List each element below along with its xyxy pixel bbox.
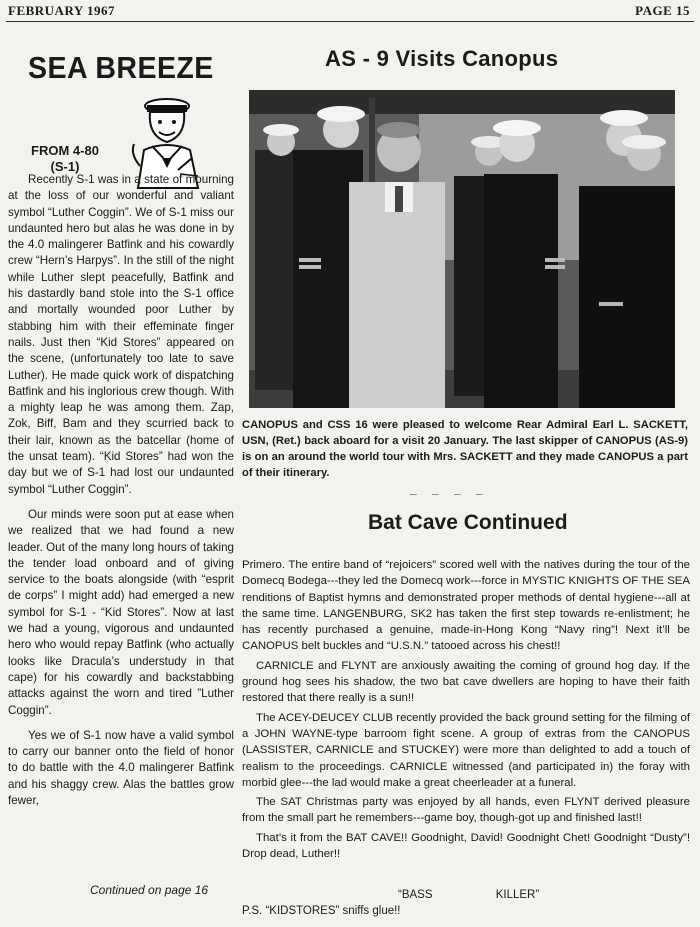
article-paragraph: The SAT Christmas party was enjoyed by all hands, even FLYNT derived pleasure from the small part he remembers---game boy, though-got up and finished last!!: [242, 796, 690, 825]
postscript: P.S. “KIDSTORES” sniffs glue!!: [242, 905, 401, 917]
article-paragraph: That’s it from the BAT CAVE!! Goodnight, David! Goodnight Chet! Goodnight “Dusty”! Drop dead, Luther!!: [242, 831, 690, 861]
article-paragraph: Yes we of S-1 now have a valid symbol to carry our banner onto the field of honor to do battle with the 4.0 malingerer Batfink and his shaggy crew. Alas the battles grow fewer,: [8, 728, 234, 807]
from-line: FROM 4-80: [31, 143, 99, 158]
sea-breeze-article: [8, 172, 234, 818]
as9-headline: AS - 9 Visits Canopus: [325, 46, 559, 71]
bass-killer-signature: “BASS KILLER”: [398, 889, 540, 901]
from-label: [20, 143, 110, 175]
article-paragraph: Primero. The entire band of “rejoicers” scored well with the natives during the tour of the Domecq Bodega---they led the Domecq work---force in MYSTIC KNIGHTS OF THE SEA renditions of Baptist hymns and demonstrated proper methods of dental hygiene---all at the same time. LANGENBURG, SK2 has taken the first step towards re-enlistment; he has recently purchased a genuine, made-in-Hong Kong “Navy ring”! Next it’ll be CANOPUS belt buckles and “U.S.N.” tatooed across his chest!!: [242, 559, 690, 653]
article-paragraph: Recently S-1 was in a state of mourning at the loss of our wonderful and valiant symbol “Luther Coggin”. We of S-1 miss our undaunted hero but alas he was done in by the 4.0 malingerer Batfink and his cowardly crew “Hern’s Harpys”. In the still of the night while Luther slept peacefully, Batfink and his dastardly band stole into the S-1 office and mortally wounded poor Luther by stabbing him with their effeminate finger nails. Just then “Kid Stores” appeared on the scene, (unfortunately too late to save Luther). He made quick work of dispatching Batfink and his inglorious crew though. With a mighty leap he was among them. Zap, Zok, Biff, Bam and they scurried back to their lair, known as the batcellar (home of the unsat team). “Kid Stores” had won the day but we of S-1 had lost our undaunted symbol “Luther Coggin”.: [8, 173, 234, 496]
header-rule: [6, 21, 694, 22]
admiral-visit-photo: [249, 90, 675, 408]
page-date: FEBRUARY 1967: [8, 3, 116, 18]
article-paragraph: CARNICLE and FLYNT are anxiously awaiting the coming of ground hog day. If the ground hog sees his shadow, the two bat cave dwellers are hoping to have their faith restored that there really is a sun!!: [242, 659, 690, 705]
from-line: (S-1): [50, 159, 80, 174]
article-paragraph: The ACEY-DEUCEY CLUB recently provided the back ground setting for the filming of a JOHN WAYNE-type barroom fight scene. A group of extras from the CANOPUS (LASSISTER, CARNICLE and STUCKEY) were more than delighted to add a touch of realism to the proceedings. CARNICLE witnessed (and participated in) the foray with morbid glee---the lad would make a great cheerleader at a funeral.: [242, 711, 690, 789]
photo-caption: CANOPUS and CSS 16 were pleased to welcome Rear Admiral Earl L. SACKETT, USN, (Ret.) back aboard for a visit 20 January. The last skipper of CANOPUS (AS-9) is on an around the world tour with Mrs. SACKETT and they made CANOPUS a part of their itinerary.: [242, 419, 688, 479]
section-separator: _ _ _ _: [410, 482, 489, 496]
bat-cave-headline: Bat Cave Continued: [368, 511, 568, 534]
article-paragraph: Our minds were soon put at ease when we realized that we had found a new leader. Out of the many long hours of taking the tender load onboard and of giving service to the boats alongside (with “esprit de corps” I might add) had emerged a new symbol for S-1 - “Kid Stores”. Now at last we had a young, vigorous and undaunted hero who would repay Batfink (who actually looks like Dracula’s understudy in that cape) for his cowardly and backstabbing attacks against the worn and tired ”Luther Coggin”.: [8, 507, 234, 717]
bat-cave-article: [242, 557, 690, 865]
continued-note: Continued on page 16: [90, 883, 209, 897]
page-number: PAGE 15: [635, 3, 690, 18]
sea-breeze-title: SEA BREEZE: [28, 50, 214, 85]
